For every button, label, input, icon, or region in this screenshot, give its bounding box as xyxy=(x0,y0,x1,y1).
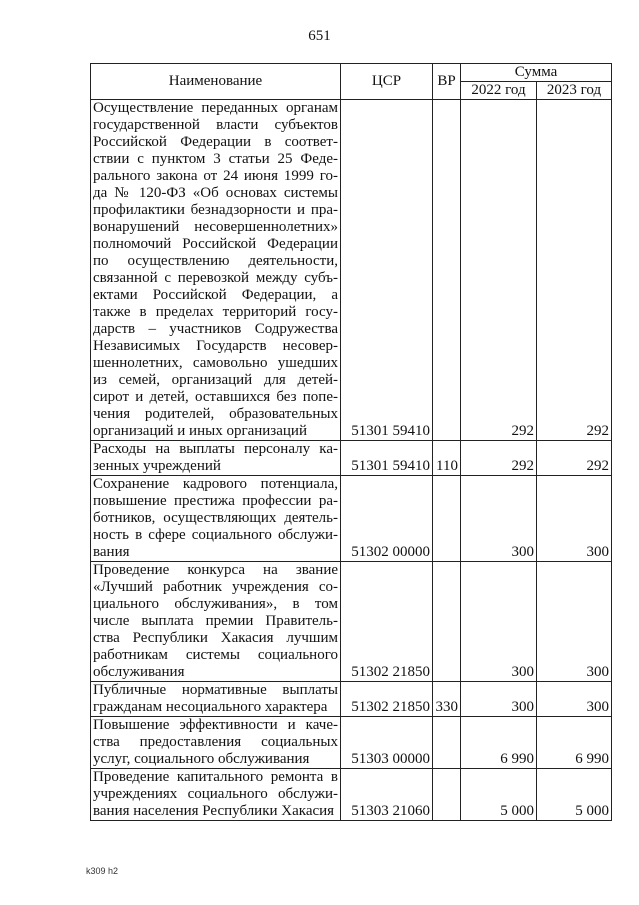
row-vr xyxy=(433,717,461,769)
table-header xyxy=(91,64,612,100)
row-sum-2023: 5 000 xyxy=(537,769,612,821)
row-vr: 110 xyxy=(433,441,461,476)
row-vr: 330 xyxy=(433,682,461,717)
header-year-2022: 2022 год xyxy=(461,82,537,100)
row-sum-2023: 6 990 xyxy=(537,717,612,769)
row-sum-2022: 292 xyxy=(461,441,537,476)
row-name: Проведение капитального ремонта в учреждениях социального обслужи-вания населения Республики Хакасия xyxy=(91,769,341,821)
row-csr: 51301 59410 xyxy=(341,441,433,476)
row-vr xyxy=(433,100,461,441)
header-vr: ВР xyxy=(433,64,461,100)
budget-table xyxy=(90,63,612,821)
row-csr: 51303 21060 xyxy=(341,769,433,821)
row-name: Повышение эффективности и каче-ства предоставления социальных услуг, социального обслуживания xyxy=(91,717,341,769)
row-sum-2023: 300 xyxy=(537,476,612,562)
table-row xyxy=(91,562,612,682)
header-year-2023: 2023 год xyxy=(537,82,612,100)
row-sum-2023: 300 xyxy=(537,682,612,717)
row-csr: 51302 00000 xyxy=(341,476,433,562)
row-sum-2023: 300 xyxy=(537,562,612,682)
row-sum-2023: 292 xyxy=(537,441,612,476)
row-csr: 51302 21850 xyxy=(341,682,433,717)
header-name: Наименование xyxy=(91,64,341,100)
table-row xyxy=(91,717,612,769)
row-vr xyxy=(433,562,461,682)
row-sum-2023: 292 xyxy=(537,100,612,441)
row-vr xyxy=(433,476,461,562)
header-csr: ЦСР xyxy=(341,64,433,100)
table-row xyxy=(91,682,612,717)
table-row xyxy=(91,441,612,476)
row-name: Публичные нормативные выплаты гражданам несоциального характера xyxy=(91,682,341,717)
row-csr: 51303 00000 xyxy=(341,717,433,769)
row-csr: 51301 59410 xyxy=(341,100,433,441)
table-row xyxy=(91,100,612,441)
table-body xyxy=(91,100,612,821)
row-sum-2022: 5 000 xyxy=(461,769,537,821)
row-sum-2022: 300 xyxy=(461,476,537,562)
row-sum-2022: 292 xyxy=(461,100,537,441)
table-row xyxy=(91,769,612,821)
header-sum: Сумма xyxy=(461,64,612,82)
page-number: 651 xyxy=(308,28,331,44)
row-name: Сохранение кадрового потенциала, повышение престижа профессии ра-ботников, осуществляющих деятель-ность в сфере социального обслужи-вания xyxy=(91,476,341,562)
row-vr xyxy=(433,769,461,821)
row-sum-2022: 300 xyxy=(461,562,537,682)
row-name: Проведение конкурса на звание «Лучший работник учреждения со-циального обслуживания», в том числе выплата премии Правитель-ства Республики Хакасия лучшим работникам системы социального обслуживания xyxy=(91,562,341,682)
row-name: Осуществление переданных органам государственной власти субъектов Российской Федерации в соответ-ствии с пунктом 3 статьи 25 Феде-рального закона от 24 июня 1999 го-да № 120-ФЗ «Об основах системы профилактики безнадзорности и пра-вонарушений несовершеннолетних» полномочий Российской Федерации по осуществлению деятельности, связанной с перевозкой между субъ-ектами Российской Федерации, а также в пределах территорий госу-дарств – участников Содружества Независимых Государств несовер-шеннолетних, самовольно ушедших из семей, организаций для детей-сирот и детей, оставшихся без попе-чения родителей, образовательных организаций и иных организаций xyxy=(91,100,341,441)
row-csr: 51302 21850 xyxy=(341,562,433,682)
footer-code: k309 h2 xyxy=(86,866,119,876)
row-sum-2022: 300 xyxy=(461,682,537,717)
row-sum-2022: 6 990 xyxy=(461,717,537,769)
table-row xyxy=(91,476,612,562)
row-name: Расходы на выплаты персоналу ка-зенных учреждений xyxy=(91,441,341,476)
